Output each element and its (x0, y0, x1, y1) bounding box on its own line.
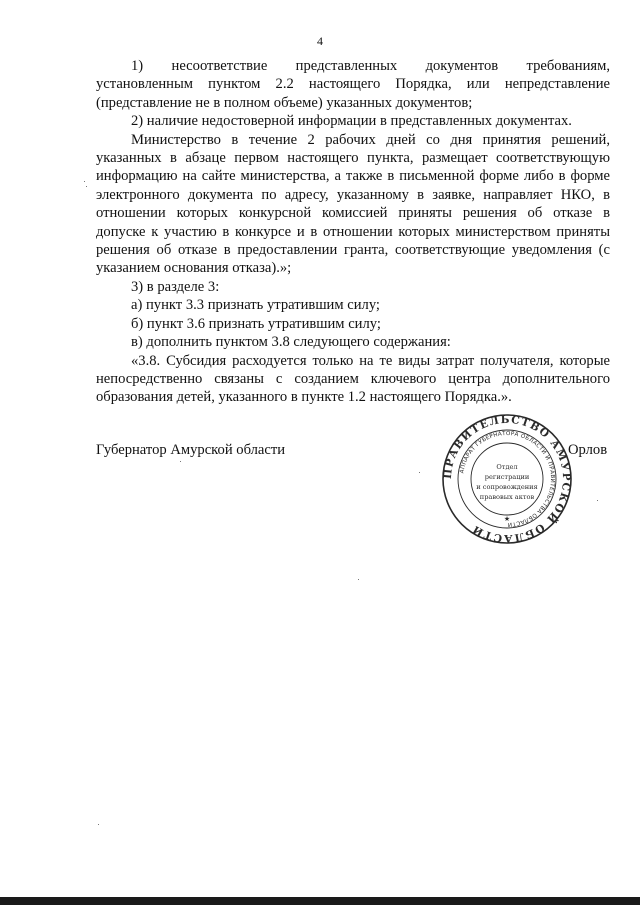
scan-speck (84, 181, 85, 182)
signatory-name: Орлов (568, 442, 608, 458)
seal-center-line: и сопровождения (476, 483, 538, 491)
paragraph-line: электронного документа по адресу, указанному в заявке, направляет НКО, в (96, 186, 610, 203)
signatory-position: Губернатор Амурской области (96, 442, 286, 458)
paragraph-line: информацию на сайте министерства, а также в письменной форме либо в форме (96, 168, 610, 185)
paragraph-line: указанных в абзаце первом настоящего пункта, размещает соответствующую (96, 150, 610, 167)
scan-speck (597, 500, 598, 501)
official-seal (441, 413, 573, 545)
paragraph-line: непосредственно связаны с созданием ключевого центра дополнительного (96, 370, 610, 387)
paragraph-line: б) пункт 3.6 признать утратившим силу; (131, 315, 381, 332)
scan-speck (180, 461, 181, 462)
paragraph-line: образования детей, указанного в пункте 1.2 настоящего Порядка.». (96, 389, 512, 406)
page-number: 4 (317, 34, 323, 48)
paragraph-line: отношении которых конкурсной комиссией приняты решения об отказе в (96, 205, 610, 222)
seal-star-icon: ★ (503, 515, 511, 523)
seal-inner-text: АППАРАТ ГУБЕРНАТОРА ОБЛАСТИ И ПРАВИТЕЛЬСТВА ОБЛАСТИ (459, 430, 556, 528)
paragraph-line: а) пункт 3.3 признать утратившим силу; (131, 297, 380, 314)
document-body (96, 57, 610, 407)
paragraph-line: указанием основания отказа).»; (96, 260, 292, 277)
paragraph-line: установленным пунктом 2.2 настоящего Порядка, или непредставление (96, 76, 610, 93)
scan-speck (86, 186, 87, 187)
scan-speck (358, 579, 359, 580)
paragraph-line: 2) наличие недостоверной информации в представленных документах. (131, 113, 572, 130)
scan-speck (98, 824, 99, 825)
paragraph-line: допуске к участию в конкурсе и в отношении которых министерством приняты (96, 223, 610, 240)
paragraph-line: 3) в разделе 3: (131, 278, 220, 295)
paragraph-line: Министерство в течение 2 рабочих дней со дня принятия решений, (131, 131, 610, 148)
scan-edge-bar (0, 897, 640, 905)
paragraph-line: «3.8. Субсидия расходуется только на те виды затрат получателя, которые (131, 352, 610, 369)
paragraph-line: в) дополнить пунктом 3.8 следующего содержания: (131, 334, 451, 351)
paragraph-line: (представление не в полном объеме) указанных документов; (96, 94, 473, 111)
seal-center-line: Отдел (496, 463, 518, 471)
seal-outer-text: ПРАВИТЕЛЬСТВО АМУРСКОЙ ОБЛАСТИ (441, 413, 573, 545)
paragraph-line: решения об отказе в предоставлении гранта, соответствующие уведомления (с (96, 242, 610, 259)
seal-center-line: регистрации (484, 473, 530, 481)
paragraph-line: 1) несоответствие представленных документов требованиям, (131, 58, 610, 74)
scan-speck (419, 472, 420, 473)
seal-center-line: правовых актов (479, 493, 535, 501)
